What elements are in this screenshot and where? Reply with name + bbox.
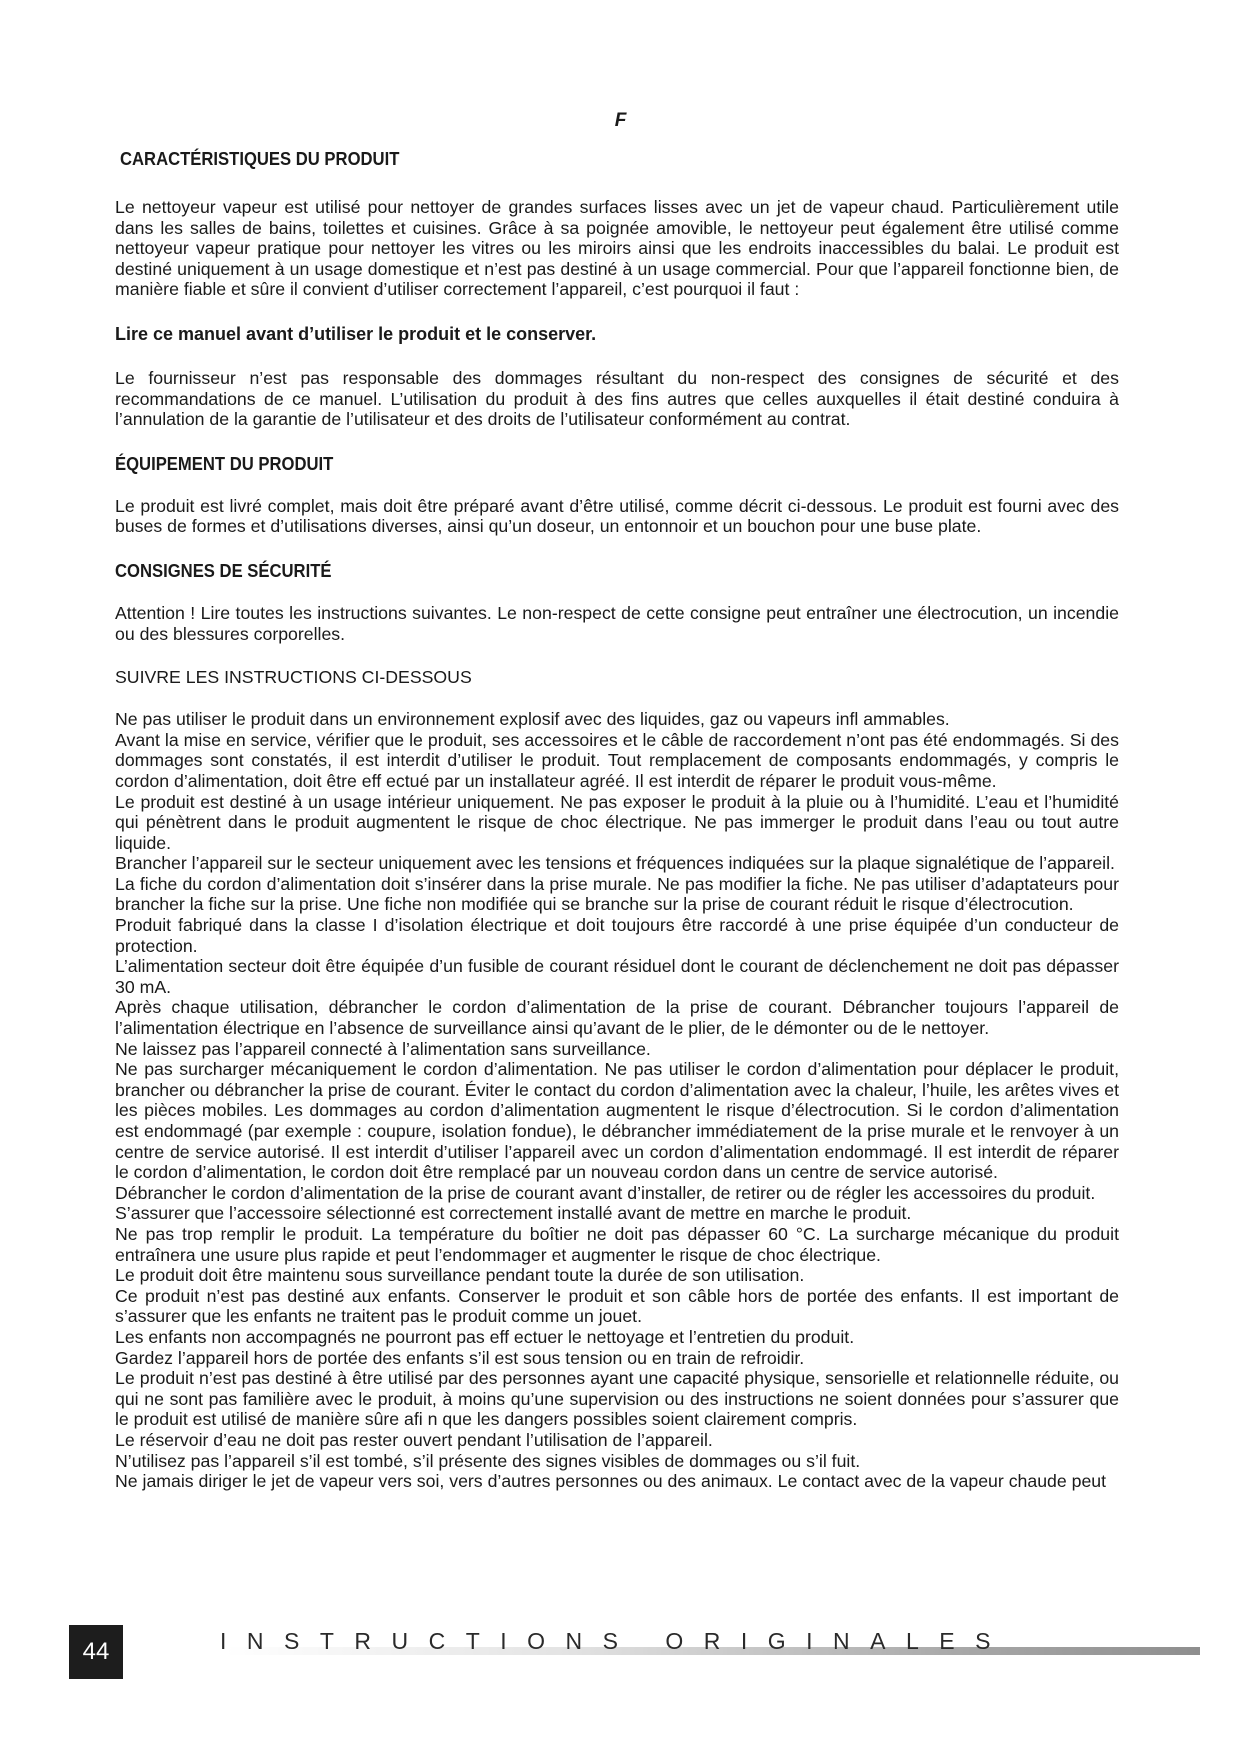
equipment-paragraph: Le produit est livré complet, mais doit être préparé avant d’être utilisé, comme décrit ci-dessous. Le produit est fourni avec des buses de formes et d’utilisations diverses, ainsi qu’un doseur, un entonnoir et un bouchon pour une buse plate. [115, 495, 1119, 537]
list-item: Ne pas trop remplir le produit. La température du boîtier ne doit pas dépasser 60 °C. La surcharge mécanique du produit entraînera une usure plus rapide et peut l’endommager et augmenter le risque de choc électrique. [115, 1223, 1119, 1265]
page-content [115, 147, 1119, 1492]
list-item: Le produit n’est pas destiné à être utilisé par des personnes ayant une capacité physique, sensorielle et relationnelle réduite, ou qui ne sont pas familière avec le produit, à moins qu’une supervision ou des instructions ne soient données pour s’assurer que le produit est utilisé de manière sûre afi n que les dangers possibles soient clairement compris. [115, 1368, 1119, 1430]
list-item: N’utilisez pas l’appareil s’il est tombé, s’il présente des signes visibles de dommages ou s’il fuit. [115, 1450, 861, 1471]
section-title-safety: CONSIGNES DE SÉCURITÉ [115, 559, 332, 581]
page-number: 44 [69, 1625, 123, 1679]
footer-title: INSTRUCTIONS ORIGINALES [220, 1628, 1011, 1654]
list-item: Les enfants non accompagnés ne pourront pas eff ectuer le nettoyage et l’entretien du produit. [115, 1326, 855, 1347]
liability-paragraph: Le fournisseur n’est pas responsable des dommages résultant du non-respect des consignes de sécurité et des recommandations de ce manuel. L’utilisation du produit à des fins autres que celles auxquelles il était destiné conduira à l’annulation de la garantie de l’utilisateur et des droits de l’utilisateur conformément au contrat. [115, 367, 1119, 430]
safety-instructions-list [115, 709, 1119, 1492]
list-item: Le produit est destiné à un usage intérieur uniquement. Ne pas exposer le produit à la pluie ou à l’humidité. L’eau et l’humidité qui pénètrent dans le produit augmentent le risque de choc électrique. Ne pas immerger le produit dans l’eau ou tout autre liquide. [115, 791, 1119, 853]
list-item: Le réservoir d’eau ne doit pas rester ouvert pendant l’utilisation de l’appareil. [115, 1429, 713, 1450]
read-manual-note: Lire ce manuel avant d’utiliser le produit et le conserver. [115, 323, 597, 344]
list-item: Brancher l’appareil sur le secteur uniquement avec les tensions et fréquences indiquées sur la plaque signalétique de l’appareil. [115, 853, 1115, 874]
list-item: Débrancher le cordon d’alimentation de la prise de courant avant d’installer, de retirer ou de régler les accessoires du produit. [115, 1182, 1096, 1203]
list-item: Ne laissez pas l’appareil connecté à l’alimentation sans surveillance. [115, 1038, 651, 1059]
language-marker: F [614, 110, 627, 131]
characteristics-paragraph: Le nettoyeur vapeur est utilisé pour nettoyer de grandes surfaces lisses avec un jet de vapeur chaud. Particulièrement utile dans les salles de bains, toilettes et cuisines. Grâce à sa poignée amovible, le nettoyeur peut également être utilisé comme nettoyeur vapeur pratique pour nettoyer les vitres ou les miroirs ainsi que les endroits inaccessibles du balai. Le produit est destiné uniquement à un usage domestique et n’est pas destiné à un usage commercial. Pour que l’appareil fonctionne bien, de manière fiable et sûre il convient d’utiliser correctement l’appareil, c’est pourquoi il faut : [115, 197, 1119, 300]
safety-subheading: SUIVRE LES INSTRUCTIONS CI-DESSOUS [115, 667, 472, 688]
list-item: Produit fabriqué dans la classe I d’isolation électrique et doit toujours être raccordé à une prise équipée d’un conducteur de protection. [115, 915, 1119, 956]
list-item: Gardez l’appareil hors de portée des enfants s’il est sous tension ou en train de refroidir. [115, 1347, 805, 1368]
list-item: La fiche du cordon d’alimentation doit s’insérer dans la prise murale. Ne pas modifier la fiche. Ne pas utiliser d’adaptateurs pour brancher la fiche sur la prise. Une fiche non modifiée qui se branche sur la prise de courant réduit le risque d’électrocution. [115, 873, 1119, 915]
list-item: Le produit doit être maintenu sous surveillance pendant toute la durée de son utilisation. [115, 1265, 805, 1286]
list-item: Ne pas utiliser le produit dans un environnement explosif avec des liquides, gaz ou vapeurs infl ammables. [115, 709, 950, 730]
list-item: Ce produit n’est pas destiné aux enfants. Conserver le produit et son câble hors de portée des enfants. Il est important de s’assurer que les enfants ne traitent pas le produit comme un jouet. [115, 1285, 1119, 1327]
list-item: Avant la mise en service, vérifier que le produit, ses accessoires et le câble de raccordement n’ont pas été endommagés. Si des dommages sont constatés, il est interdit d’utiliser le produit. Tout remplacement de composants endommagés, y compris le cordon d’alimentation, doit être eff ectué par un installateur agréé. Il est interdit de réparer le produit vous-même. [115, 729, 1119, 791]
list-item: Ne jamais diriger le jet de vapeur vers soi, vers d’autres personnes ou des animaux. Le contact avec de la vapeur chaude peut [115, 1471, 1107, 1492]
section-title-equipment: ÉQUIPEMENT DU PRODUIT [115, 452, 334, 474]
list-item: Ne pas surcharger mécaniquement le cordon d’alimentation. Ne pas utiliser le cordon d’alimentation pour déplacer le produit, brancher ou débrancher la prise de courant. Éviter le contact du cordon d’alimentation avec la chaleur, l’huile, les arêtes vives et les pièces mobiles. Les dommages au cordon d’alimentation augmentent le risque d’électrocution. Si le cordon d’alimentation est endommagé (par exemple : coupure, isolation fondue), le débrancher immédiatement de la prise murale et le renvoyer à un centre de service autorisé. Il est interdit d’utiliser l’appareil avec un cordon d’alimentation endommagé. Il est interdit de réparer le cordon d’alimentation, le cordon doit être remplacé par un nouveau cordon dans un centre de service autorisé. [115, 1059, 1119, 1183]
safety-warning-paragraph: Attention ! Lire toutes les instructions suivantes. Le non-respect de cette consigne peut entraîner une électrocution, un incendie ou des blessures corporelles. [115, 602, 1119, 644]
section-title-characteristics: CARACTÉRISTIQUES DU PRODUIT [120, 148, 400, 169]
list-item: Après chaque utilisation, débrancher le cordon d’alimentation de la prise de courant. Débrancher toujours l’appareil de l’alimentation électrique en l’absence de surveillance ainsi qu’avant de le plier, de le démonter ou de le nettoyer. [115, 997, 1119, 1039]
list-item: S’assurer que l’accessoire sélectionné est correctement installé avant de mettre en marche le produit. [115, 1203, 912, 1224]
list-item: L’alimentation secteur doit être équipée d’un fusible de courant résiduel dont le courant de déclenchement ne doit pas dépasser 30 mA. [115, 956, 1119, 997]
